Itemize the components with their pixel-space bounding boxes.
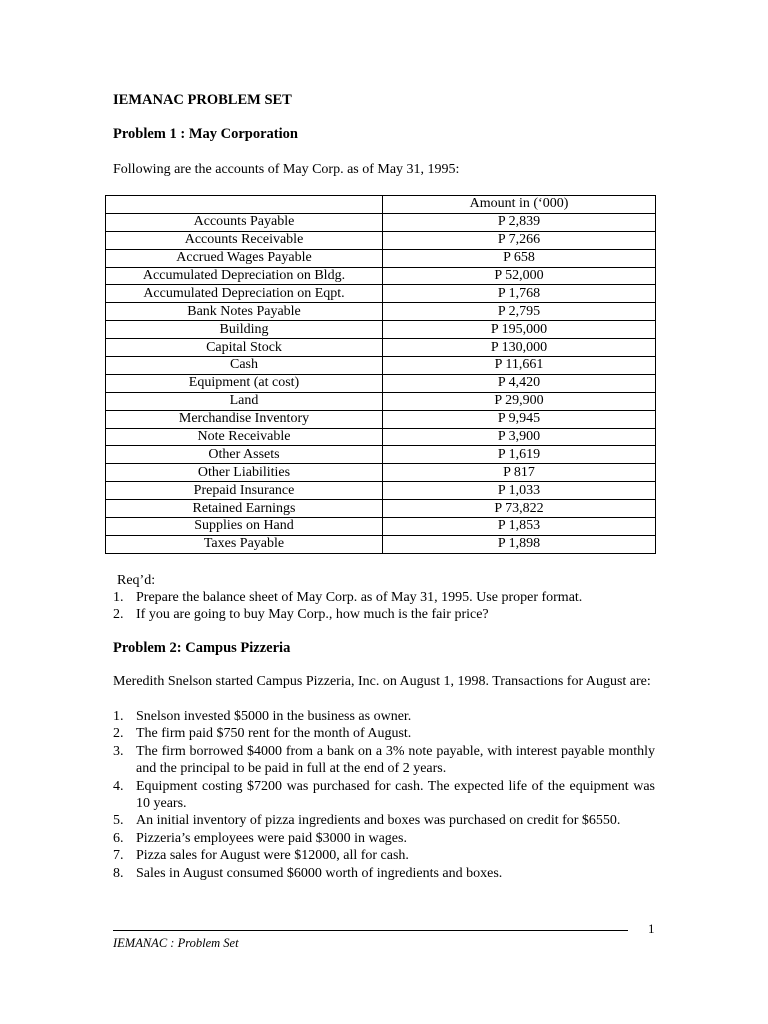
table-row: [106, 482, 656, 500]
account-amount: P 11,661: [383, 357, 656, 375]
transaction-item: [113, 847, 655, 864]
list-text: Snelson invested $5000 in the business as owner.: [136, 709, 412, 724]
table-row: [106, 213, 656, 231]
account-amount: P 1,768: [383, 285, 656, 303]
account-name: Bank Notes Payable: [106, 303, 383, 321]
list-number: 5.: [113, 813, 124, 829]
table-row: [106, 535, 656, 553]
account-amount: P 1,619: [383, 446, 656, 464]
table-row: [106, 464, 656, 482]
list-number: 1.: [113, 709, 124, 724]
problem-1-intro: Following are the accounts of May Corp. as of May 31, 1995:: [113, 162, 460, 177]
transaction-item: [113, 725, 655, 742]
table-row: [106, 321, 656, 339]
account-name: Equipment (at cost): [106, 374, 383, 392]
list-number: 2.: [113, 607, 124, 623]
list-text: If you are going to buy May Corp., how much is the fair price?: [136, 607, 489, 623]
list-number: 2.: [113, 726, 124, 742]
account-name: Merchandise Inventory: [106, 410, 383, 428]
list-number: 3.: [113, 743, 124, 759]
account-amount: P 7,266: [383, 231, 656, 249]
accounts-table: [105, 195, 656, 554]
account-amount: P 2,795: [383, 303, 656, 321]
account-name: Capital Stock: [106, 339, 383, 357]
account-name: Accumulated Depreciation on Bldg.: [106, 267, 383, 285]
page-number: 1: [648, 921, 655, 936]
requirement-item: [113, 589, 633, 606]
account-name: Other Liabilities: [106, 464, 383, 482]
account-amount: P 817: [383, 464, 656, 482]
header-amount: Amount in (‘000): [383, 196, 656, 214]
account-amount: P 658: [383, 249, 656, 267]
transaction-item: [113, 830, 655, 847]
header-account: [106, 196, 383, 214]
account-name: Other Assets: [106, 446, 383, 464]
account-name: Accumulated Depreciation on Eqpt.: [106, 285, 383, 303]
account-amount: P 52,000: [383, 267, 656, 285]
account-amount: P 73,822: [383, 500, 656, 518]
table-row: [106, 392, 656, 410]
list-text: Equipment costing $7200 was purchased for cash. The expected life of the equipment was 10 years.: [136, 778, 655, 812]
account-name: Taxes Payable: [106, 535, 383, 553]
requirement-item: [113, 606, 633, 623]
account-name: Prepaid Insurance: [106, 482, 383, 500]
transaction-item: [113, 812, 655, 829]
account-amount: P 2,839: [383, 213, 656, 231]
table-row: [106, 339, 656, 357]
transaction-item: [113, 743, 655, 778]
table-row: [106, 249, 656, 267]
account-amount: P 29,900: [383, 392, 656, 410]
account-name: Land: [106, 392, 383, 410]
table-row: [106, 285, 656, 303]
list-text: Pizzeria’s employees were paid $3000 in wages.: [136, 830, 407, 846]
account-name: Building: [106, 321, 383, 339]
list-text: The firm borrowed $4000 from a bank on a 3% note payable, with interest payable monthly and the principal to be paid in full at the end of 2 years.: [136, 743, 655, 777]
list-number: 4.: [113, 778, 124, 794]
table-row: [106, 518, 656, 536]
account-name: Cash: [106, 357, 383, 375]
account-name: Retained Earnings: [106, 500, 383, 518]
list-number: 8.: [113, 865, 124, 881]
table-row: [106, 303, 656, 321]
footer-text: IEMANAC : Problem Set: [113, 936, 239, 950]
list-number: 1.: [113, 590, 124, 605]
account-amount: P 195,000: [383, 321, 656, 339]
transaction-item: [113, 778, 655, 813]
table-row: [106, 374, 656, 392]
account-name: Accrued Wages Payable: [106, 249, 383, 267]
list-number: 6.: [113, 830, 124, 846]
account-name: Supplies on Hand: [106, 518, 383, 536]
table-row: [106, 231, 656, 249]
account-amount: P 1,853: [383, 518, 656, 536]
account-name: Accounts Receivable: [106, 231, 383, 249]
list-text: Pizza sales for August were $12000, all for cash.: [136, 848, 409, 864]
list-text: Sales in August consumed $6000 worth of ingredients and boxes.: [136, 865, 503, 881]
account-amount: P 9,945: [383, 410, 656, 428]
transaction-item: [113, 865, 655, 882]
account-amount: P 1,898: [383, 535, 656, 553]
table-row: [106, 357, 656, 375]
account-amount: P 1,033: [383, 482, 656, 500]
table-row: [106, 446, 656, 464]
reqd-label: Req’d:: [117, 573, 156, 588]
table-row: [106, 500, 656, 518]
document-title: IEMANAC PROBLEM SET: [113, 92, 292, 108]
table-header-row: [106, 196, 656, 214]
account-name: Note Receivable: [106, 428, 383, 446]
problem-1-heading: Problem 1 : May Corporation: [113, 126, 298, 142]
table-row: [106, 410, 656, 428]
list-text: Prepare the balance sheet of May Corp. as of May 31, 1995. Use proper format.: [136, 590, 583, 605]
footer-divider: [113, 930, 628, 931]
transactions-list: [113, 708, 655, 882]
account-name: Accounts Payable: [106, 213, 383, 231]
account-amount: P 3,900: [383, 428, 656, 446]
table-row: [106, 428, 656, 446]
account-amount: P 130,000: [383, 339, 656, 357]
account-amount: P 4,420: [383, 374, 656, 392]
problem-2-intro: Meredith Snelson started Campus Pizzeria, Inc. on August 1, 1998. Transactions for August are:: [113, 674, 651, 689]
list-text: The firm paid $750 rent for the month of August.: [136, 726, 412, 742]
problem-2-heading: Problem 2: Campus Pizzeria: [113, 640, 291, 656]
table-row: [106, 267, 656, 285]
list-number: 7.: [113, 848, 124, 864]
list-text: An initial inventory of pizza ingredients and boxes was purchased on credit for $6550.: [136, 813, 621, 829]
requirements-list: [113, 589, 633, 624]
transaction-item: [113, 708, 655, 725]
